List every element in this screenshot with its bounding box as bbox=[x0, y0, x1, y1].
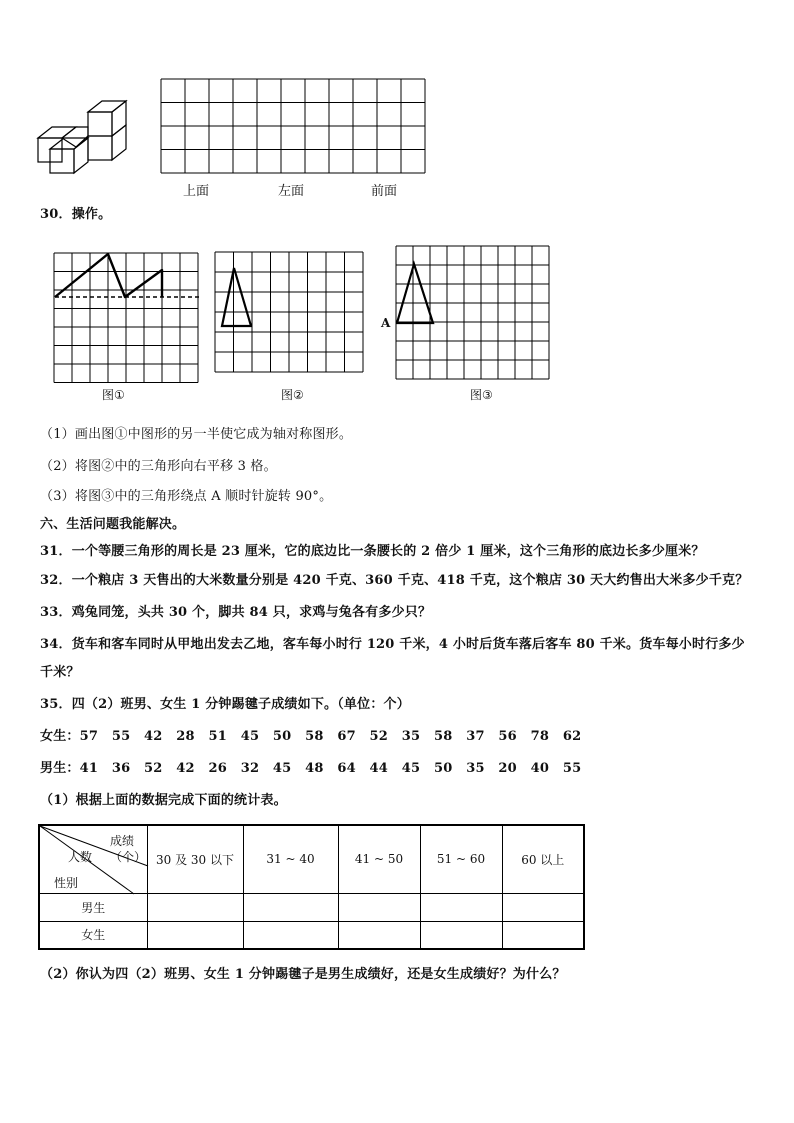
boys-scores-row bbox=[40, 760, 581, 778]
question-35-part-2: （2）你认为四（2）班男、女生 1 分钟踢毽子是男生成绩好，还是女生成绩好？为什么？ bbox=[40, 967, 566, 982]
corner-unit-label: （个） bbox=[110, 850, 147, 864]
question-33: 33．鸡兔同笼，头共 30 个，脚共 84 只，求鸡与兔各有多少只？ bbox=[40, 605, 432, 620]
table-cell[interactable] bbox=[243, 921, 338, 949]
point-a-label: A bbox=[381, 316, 391, 330]
cube-stack-figure bbox=[36, 98, 136, 188]
figure-2-caption: 图② bbox=[281, 388, 304, 402]
corner-score-label: 成绩 bbox=[110, 834, 135, 848]
table-cell[interactable] bbox=[420, 893, 502, 921]
statistics-table bbox=[38, 824, 585, 950]
corner-gender-label: 性别 bbox=[54, 876, 79, 890]
figure-1-grid bbox=[53, 252, 201, 384]
q30-title: 30．操作。 bbox=[40, 207, 112, 222]
table-cell[interactable] bbox=[147, 893, 243, 921]
row-header-girls: 女生 bbox=[39, 921, 147, 949]
row-header-boys: 男生 bbox=[39, 893, 147, 921]
q30-step-3: （3）将图③中的三角形绕点 A 顺时针旋转 90°。 bbox=[40, 489, 333, 504]
figure-2-grid bbox=[214, 251, 364, 375]
question-35-intro: 35．四（2）班男、女生 1 分钟踢毽子成绩如下。（单位：个） bbox=[40, 697, 410, 712]
figure-2-triangle bbox=[222, 268, 251, 326]
question-31: 31．一个等腰三角形的周长是 23 厘米，它的底边比一条腰长的 2 倍少 1 厘米，这个三角形的底边长多少厘米？ bbox=[40, 544, 705, 559]
boys-label: 男生： bbox=[40, 761, 80, 776]
q30-step-2: （2）将图②中的三角形向右平移 3 格。 bbox=[40, 459, 277, 474]
table-cell[interactable] bbox=[420, 921, 502, 949]
figure-3-triangle bbox=[397, 264, 433, 323]
column-header: 41 ~ 50 bbox=[338, 825, 420, 893]
figure-3-caption: 图③ bbox=[470, 388, 493, 402]
view-label-left: 左面 bbox=[278, 184, 305, 199]
q30-step-1: （1）画出图①中图形的另一半使它成为轴对称图形。 bbox=[40, 427, 353, 442]
view-label-front: 前面 bbox=[371, 184, 398, 199]
table-cell[interactable] bbox=[147, 921, 243, 949]
table-cell[interactable] bbox=[338, 921, 420, 949]
column-header: 51 ~ 60 bbox=[420, 825, 502, 893]
table-corner-header bbox=[39, 825, 147, 893]
girls-scores: 57 55 42 28 51 45 50 58 67 52 35 58 37 56 78 62 bbox=[79, 729, 582, 744]
column-header: 31 ~ 40 bbox=[243, 825, 338, 893]
question-34-line-1: 34．货车和客车同时从甲地出发去乙地，客车每小时行 120 千米，4 小时后货车落后客车 80 千米。货车每小时行多少 bbox=[40, 637, 745, 652]
figure-3-grid bbox=[395, 245, 551, 383]
table-cell[interactable] bbox=[338, 893, 420, 921]
girls-scores-row bbox=[40, 728, 581, 746]
view-drawing-grid bbox=[160, 78, 426, 174]
girls-label: 女生： bbox=[40, 729, 80, 744]
column-header: 30 及 30 以下 bbox=[147, 825, 243, 893]
boys-scores: 41 36 52 42 26 32 45 48 64 44 45 50 35 20 40 55 bbox=[79, 761, 582, 776]
table-cell[interactable] bbox=[243, 893, 338, 921]
question-35-part-1: （1）根据上面的数据完成下面的统计表。 bbox=[40, 793, 287, 808]
section-6-heading: 六、生活问题我能解决。 bbox=[40, 517, 186, 532]
figure-1-caption: 图① bbox=[102, 388, 125, 402]
view-label-top: 上面 bbox=[183, 184, 210, 199]
question-34-line-2: 千米？ bbox=[40, 665, 80, 680]
column-header: 60 以上 bbox=[502, 825, 584, 893]
corner-count-label: 人数 bbox=[68, 850, 93, 864]
table-cell[interactable] bbox=[502, 893, 584, 921]
table-cell[interactable] bbox=[502, 921, 584, 949]
question-32: 32．一个粮店 3 天售出的大米数量分别是 420 千克、360 千克、418 千克，这个粮店 30 天大约售出大米多少千克？ bbox=[40, 573, 749, 588]
